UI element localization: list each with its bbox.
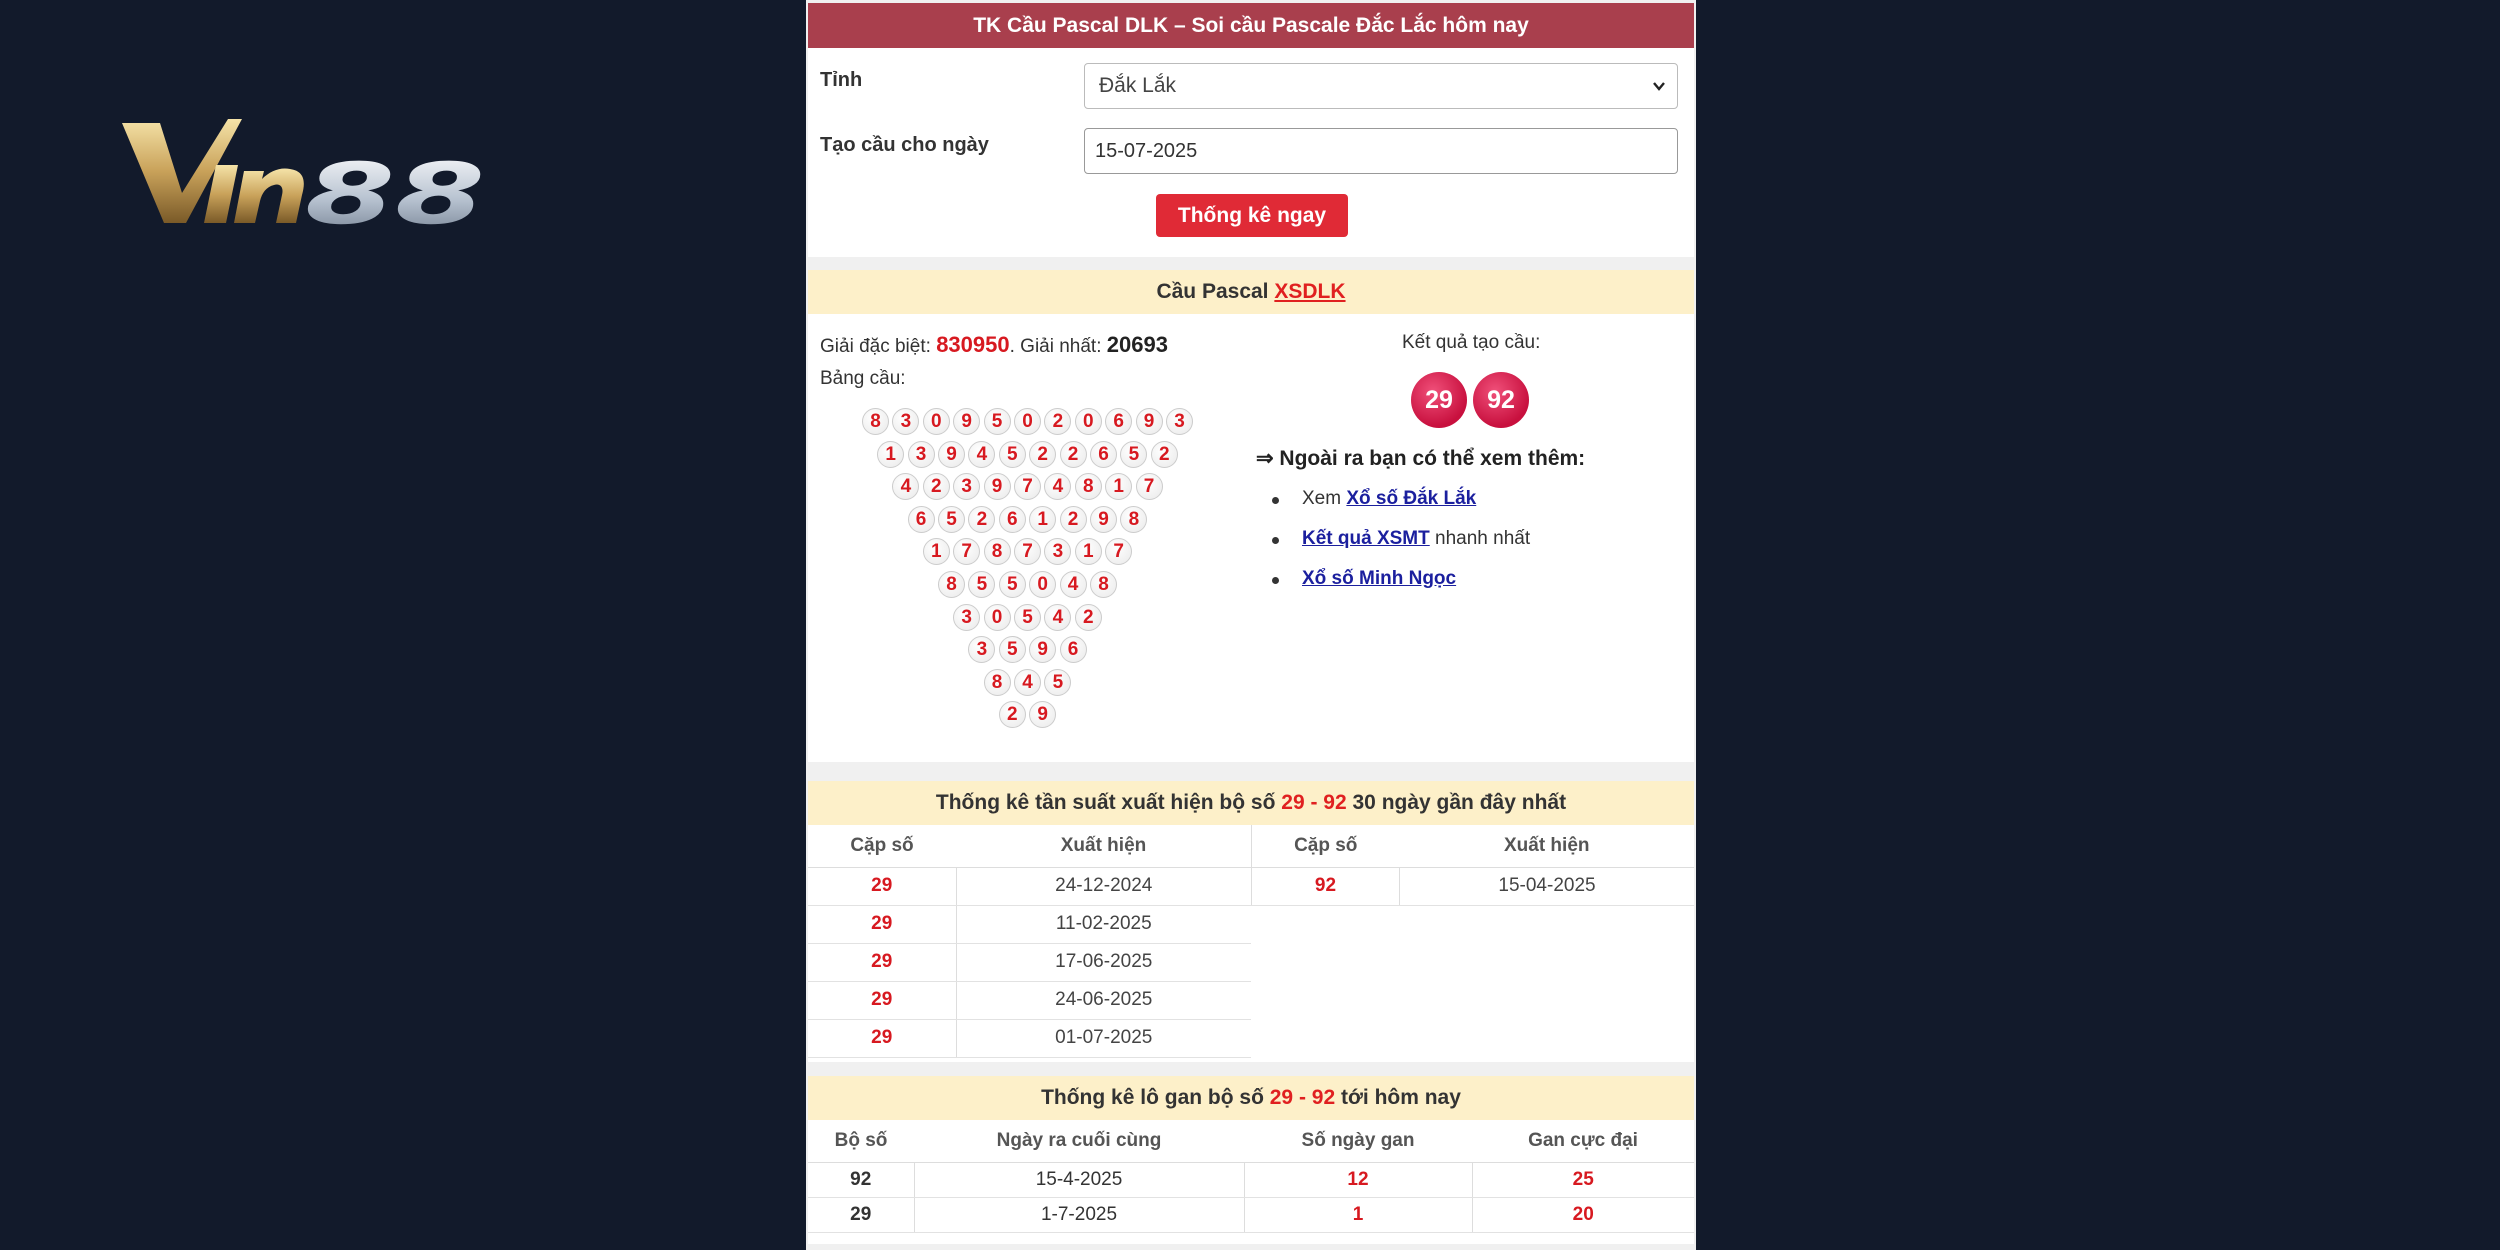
link-suffix: nhanh nhất	[1429, 528, 1531, 549]
table-row	[808, 867, 1251, 905]
pascal-ball: 0	[984, 604, 1011, 631]
pascal-ball: 1	[1105, 473, 1132, 500]
pascal-ball: 5	[999, 571, 1026, 598]
form-title: TK Cầu Pascal DLK – Soi cầu Pascale Đắc Lắc hôm nay	[808, 3, 1694, 48]
pascal-ball: 2	[923, 473, 950, 500]
pascal-ball: 6	[1105, 408, 1132, 435]
pascal-ball: 9	[938, 441, 965, 468]
svg-text:88: 88	[305, 145, 485, 235]
date-cell: 24-12-2024	[956, 867, 1251, 905]
pascal-ball: 0	[923, 408, 950, 435]
pascal-ball: 3	[968, 636, 995, 663]
list-item	[1272, 488, 1530, 528]
table-header-row	[808, 1120, 1694, 1162]
vin88-logo	[120, 115, 485, 235]
pair-cell: 92	[1252, 867, 1400, 905]
pascal-ball: 4	[968, 441, 995, 468]
pascal-ball: 3	[908, 441, 935, 468]
pascal-form-card	[808, 3, 1694, 257]
result-ball: 92	[1473, 372, 1529, 428]
pascal-ball: 3	[953, 604, 980, 631]
pascal-ball: 3	[953, 473, 980, 500]
chevron-down-icon	[1651, 64, 1667, 126]
vin88-logo-graphic	[120, 115, 485, 235]
column-header: Xuất hiện	[956, 825, 1251, 867]
pascal-ball: 7	[1136, 473, 1163, 500]
province-row	[820, 63, 1666, 109]
pair-cell: 29	[808, 1019, 956, 1057]
gan-days-cell: 1	[1244, 1197, 1472, 1232]
province-selected-value: Đắk Lắk	[1099, 74, 1177, 97]
pascal-ball: 3	[1166, 408, 1193, 435]
province-label: Tỉnh	[820, 69, 863, 91]
stats-now-button[interactable]: Thống kê ngay	[1156, 194, 1348, 237]
table-row	[1252, 867, 1695, 905]
pascal-header	[808, 270, 1694, 314]
column-header: Cặp số	[808, 825, 956, 867]
gan-days-cell: 12	[1244, 1162, 1472, 1197]
table-header-row	[1252, 825, 1695, 867]
table-label: Bảng cầu:	[820, 368, 906, 389]
more-links	[1272, 488, 1530, 608]
date-cell: 11-02-2025	[956, 905, 1251, 943]
pascal-ball: 7	[1014, 473, 1041, 500]
frequency-header	[808, 781, 1694, 825]
pascal-ball: 8	[984, 538, 1011, 565]
pascal-ball: 5	[999, 441, 1026, 468]
frequency-title-prefix: Thống kê tần suất xuất hiện bộ số	[935, 791, 1282, 814]
gan-title-suffix: tới hôm nay	[1335, 1086, 1461, 1109]
prize-line	[820, 332, 1168, 358]
ket-qua-xsmt-link[interactable]: Kết quả XSMT	[1302, 528, 1430, 549]
table-row	[808, 1019, 1251, 1057]
first-prize-label: . Giải nhất:	[1009, 336, 1102, 357]
pascal-ball: 8	[1120, 506, 1147, 533]
last-date-cell: 15-4-2025	[914, 1162, 1244, 1197]
pair-cell: 29	[808, 867, 956, 905]
pascal-ball: 2	[1060, 506, 1087, 533]
pascal-ball: 2	[968, 506, 995, 533]
gan-max-cell: 20	[1472, 1197, 1694, 1232]
pascal-ball: 2	[1029, 441, 1056, 468]
pascal-ball: 8	[1075, 473, 1102, 500]
column-header: Số ngày gan	[1244, 1120, 1472, 1162]
frequency-table-right	[1251, 825, 1694, 906]
province-select[interactable]	[1084, 63, 1678, 109]
pascal-ball: 6	[1060, 636, 1087, 663]
pascal-ball: 4	[1044, 473, 1071, 500]
pascal-ball: 1	[1029, 506, 1056, 533]
pascal-ball: 5	[938, 506, 965, 533]
xo-so-minh-ngoc-link[interactable]: Xổ số Minh Ngọc	[1302, 568, 1457, 589]
pascal-ball: 4	[1060, 571, 1087, 598]
pascal-ball: 5	[999, 636, 1026, 663]
pascal-ball: 6	[908, 506, 935, 533]
xsdlk-link[interactable]: XSDLK	[1274, 280, 1346, 303]
pascal-ball: 8	[938, 571, 965, 598]
pascal-ball: 5	[968, 571, 995, 598]
pascal-ball: 7	[1105, 538, 1132, 565]
pascal-ball: 9	[1136, 408, 1163, 435]
table-row	[808, 1162, 1694, 1197]
pascal-ball: 1	[877, 441, 904, 468]
column-header: Xuất hiện	[1400, 825, 1695, 867]
list-item	[1272, 528, 1530, 568]
pascal-ball: 2	[1075, 604, 1102, 631]
table-row	[808, 905, 1251, 943]
pascal-ball: 4	[1044, 604, 1071, 631]
date-cell: 17-06-2025	[956, 943, 1251, 981]
pascal-ball: 1	[923, 538, 950, 565]
pascal-ball: 8	[862, 408, 889, 435]
special-prize-value: 830950	[936, 332, 1010, 357]
pascal-ball: 5	[1014, 604, 1041, 631]
date-input[interactable]	[1084, 128, 1678, 174]
pascal-ball: 5	[984, 408, 1011, 435]
pascal-ball: 8	[984, 669, 1011, 696]
pascal-ball: 6	[1090, 441, 1117, 468]
pair-cell: 29	[808, 981, 956, 1019]
pair-cell: 29	[808, 905, 956, 943]
xo-so-dak-lak-link[interactable]: Xổ số Đắk Lắk	[1346, 488, 1477, 509]
pascal-title: Cầu Pascal	[1156, 280, 1275, 303]
pascal-ball: 2	[999, 701, 1026, 728]
column-header: Ngày ra cuối cùng	[914, 1120, 1244, 1162]
more-heading: ⇒ Ngoài ra bạn có thể xem thêm:	[1256, 447, 1586, 470]
pascal-ball: 4	[1014, 669, 1041, 696]
first-prize-value: 20693	[1106, 332, 1168, 357]
link-prefix: Xem	[1302, 488, 1347, 509]
pascal-ball: 5	[1120, 441, 1147, 468]
pascal-ball: 5	[1044, 669, 1071, 696]
main-column	[806, 0, 1696, 1250]
pascal-ball: 3	[1044, 538, 1071, 565]
pascal-ball: 9	[953, 408, 980, 435]
pascal-ball: 8	[1090, 571, 1117, 598]
table-row	[808, 981, 1251, 1019]
gan-table	[808, 1120, 1694, 1233]
pascal-ball: 0	[1014, 408, 1041, 435]
date-cell: 15-04-2025	[1400, 867, 1695, 905]
table-row	[808, 1197, 1694, 1232]
gan-title-pair: 29 - 92	[1269, 1086, 1336, 1109]
gan-header	[808, 1076, 1694, 1120]
gan-max-cell: 25	[1472, 1162, 1694, 1197]
gan-card	[808, 1076, 1694, 1244]
table-row	[808, 943, 1251, 981]
date-label: Tạo cầu cho ngày	[820, 134, 989, 156]
pascal-ball: 2	[1151, 441, 1178, 468]
frequency-card	[808, 781, 1694, 1062]
pascal-ball: 0	[1075, 408, 1102, 435]
frequency-title-pair: 29 - 92	[1281, 791, 1347, 814]
result-label: Kết quả tạo cầu:	[1402, 332, 1541, 353]
pascal-ball: 9	[1029, 701, 1056, 728]
pascal-ball: 2	[1060, 441, 1087, 468]
list-item	[1272, 568, 1530, 608]
number-cell: 92	[808, 1162, 914, 1197]
column-header: Bộ số	[808, 1120, 914, 1162]
gan-title-prefix: Thống kê lô gan bộ số	[1041, 1086, 1270, 1109]
date-cell: 01-07-2025	[956, 1019, 1251, 1057]
frequency-table-left	[808, 825, 1251, 1058]
pascal-ball: 2	[1044, 408, 1071, 435]
pascal-ball: 1	[1075, 538, 1102, 565]
column-header: Cặp số	[1252, 825, 1400, 867]
pascal-ball: 3	[892, 408, 919, 435]
date-row	[820, 128, 1666, 174]
pascal-ball: 4	[892, 473, 919, 500]
pascal-ball: 0	[1029, 571, 1056, 598]
pascal-ball: 6	[999, 506, 1026, 533]
pascal-ball: 9	[1029, 636, 1056, 663]
special-prize-label: Giải đặc biệt:	[820, 336, 931, 357]
number-cell: 29	[808, 1197, 914, 1232]
pascal-card	[808, 270, 1694, 762]
result-ball: 29	[1411, 372, 1467, 428]
pascal-ball: 9	[1090, 506, 1117, 533]
table-header-row	[808, 825, 1251, 867]
pair-cell: 29	[808, 943, 956, 981]
last-date-cell: 1-7-2025	[914, 1197, 1244, 1232]
date-cell: 24-06-2025	[956, 981, 1251, 1019]
pascal-ball: 7	[953, 538, 980, 565]
pascal-ball: 7	[1014, 538, 1041, 565]
pascal-ball: 9	[984, 473, 1011, 500]
frequency-title-suffix: 30 ngày gần đây nhất	[1346, 791, 1567, 814]
column-header: Gan cực đại	[1472, 1120, 1694, 1162]
